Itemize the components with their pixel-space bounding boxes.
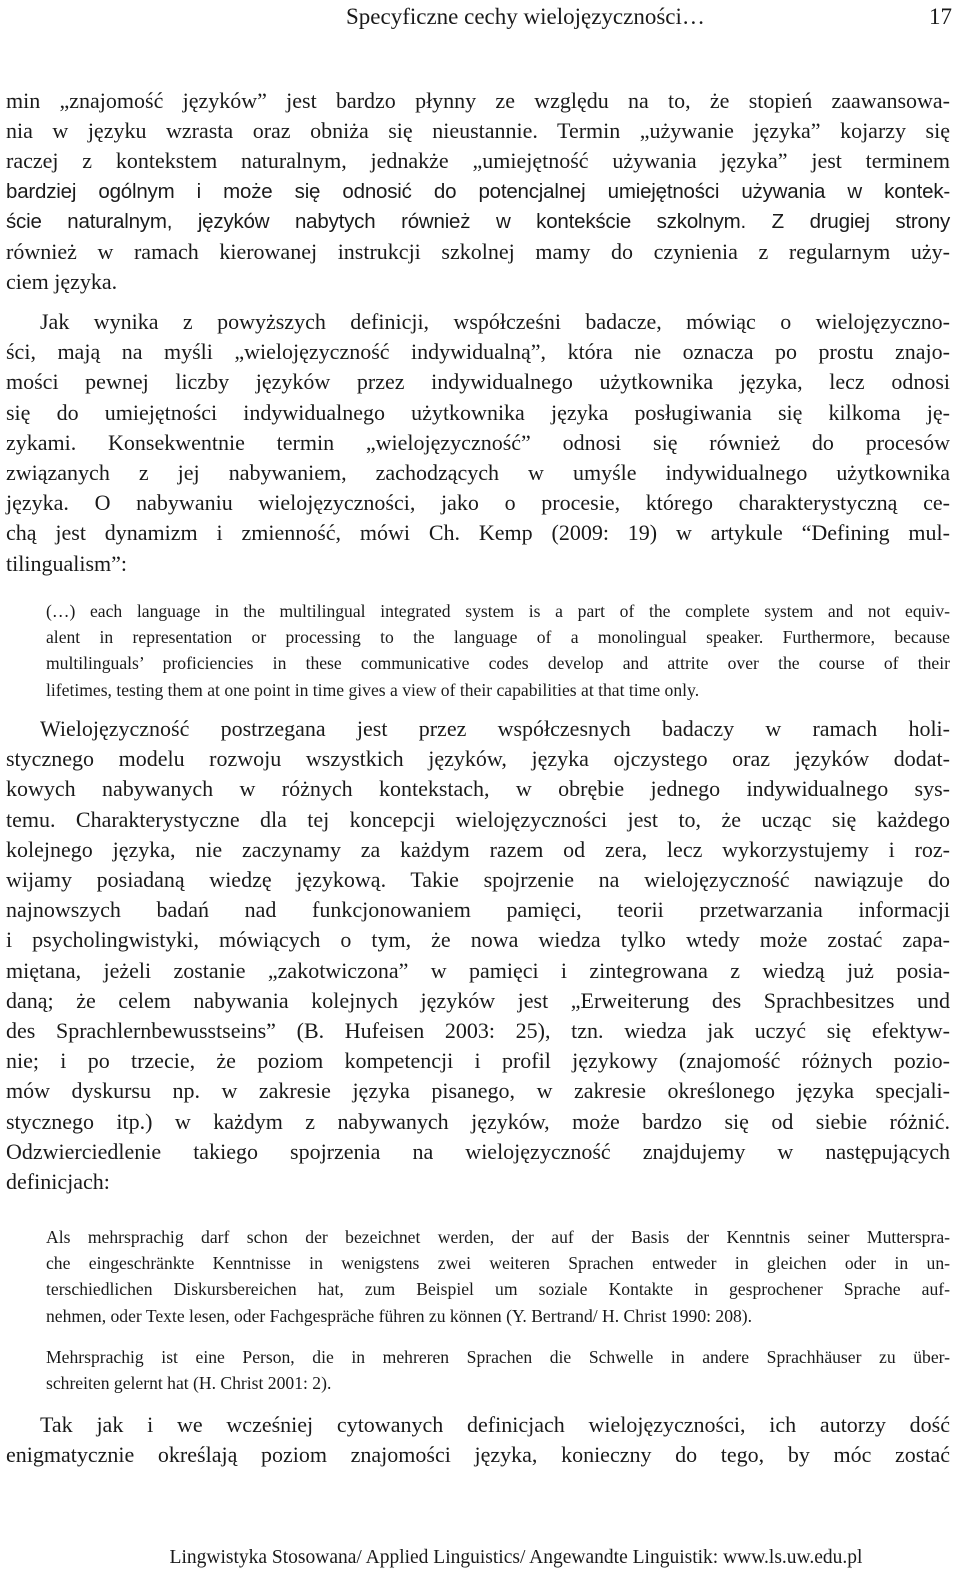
- running-title: Specyficzne cechy wielojęzyczności…: [346, 4, 705, 29]
- paragraph-line: kolejnego języka, nie zaczynamy za każdym razem od zera, lecz wykorzystujemy i roz-: [6, 836, 950, 862]
- paragraph-line: Odzwierciedlenie takiego spojrzenia na wielojęzyczność znajdujemy w następujących: [6, 1138, 950, 1164]
- page-footer: [0, 1544, 960, 1572]
- quote-line: nehmen, oder Texte lesen, oder Fachgespräche führen zu können (Y. Bertrand/ H. Christ 1990: 208).: [46, 1305, 753, 1326]
- paragraph-line: i psycholingwistyki, mówiących o tym, że nowa wiedza tylko wtedy może zostać zapa-: [6, 927, 950, 953]
- quote-line: terschiedlichen Diskursbereichen hat, zum Beispiel um soziale Kontakte in gesprochener Sprache auf-: [46, 1279, 950, 1300]
- paragraph-line: się do umiejętności indywidualnego użytkownika języka posługiwania się kilkoma ję-: [6, 399, 950, 425]
- footer-text: Lingwistyka Stosowana/ Applied Linguistics/ Angewandte Linguistik: www.ls.uw.edu.pl: [169, 1547, 863, 1568]
- paragraph-line: stycznego itp.) w każdym z nabywanych języków, może bardzo się od siebie różnić.: [6, 1108, 950, 1134]
- paragraph-2: [6, 307, 950, 579]
- paragraph-line: nia w języku wzrasta oraz obniża się nieustannie. Termin „używanie języka” kojarzy się: [6, 118, 950, 144]
- paragraph-3: [6, 714, 950, 1197]
- paragraph-line: ście naturalnym, języków nabytych również w kontekście szkolnym. Z drugiej strony: [6, 209, 950, 233]
- paragraph-line: stycznego modelu rozwoju wszystkich języków, języka ojczystego oraz języków dodat-: [6, 746, 950, 772]
- quote-line: lifetimes, testing them at one point in time gives a view of their capabilities at that time only.: [46, 679, 700, 700]
- paragraph-line: mości pewnej liczby języków przez indywidualnego użytkownika języka, lecz odnosi: [6, 369, 950, 395]
- quote-line: (…) each language in the multilingual integrated system is a part of the complete system and not equiv-: [46, 601, 950, 621]
- paragraph-line: daną; że celem nabywania kolejnych języków jest „Erweiterung des Sprachbesitzes und: [6, 987, 950, 1013]
- running-header: [346, 2, 952, 32]
- paragraph-line: enigmatycznie określają poziom znajomości języka, konieczny do tego, by móc zostać: [6, 1442, 950, 1468]
- paragraph-line: definicjach:: [6, 1169, 110, 1195]
- paragraph-line: miętana, jeżeli zostanie „zakotwiczona” w pamięci i zintegrowana z wiedzą już posia-: [6, 957, 950, 983]
- paragraph-line: związanych z jej nabywaniem, zachodzących w umyśle indywidualnego użytkownika: [6, 460, 950, 486]
- paragraph-line: des Sprachlernbewusstseins” (B. Hufeisen 2003: 25), tzn. wiedza jak uczyć się efektyw-: [6, 1018, 950, 1044]
- paragraph-line: Jak wynika z powyższych definicji, współcześni badacze, mówiąc o wielojęzyczno-: [40, 309, 950, 334]
- paragraph-line: Tak jak i we wcześniej cytowanych definicjach wielojęzyczności, ich autorzy dość: [40, 1412, 950, 1437]
- paragraph-line: mów dyskursu np. w zakresie języka pisanego, w zakresie określonego języka specjali-: [6, 1078, 950, 1104]
- paragraph-line: języka. O nabywaniu wielojęzyczności, jako o procesie, którego charakterystyczną ce-: [6, 490, 950, 516]
- page-number: 17: [929, 4, 952, 29]
- block-quote-2: [46, 1224, 950, 1329]
- paragraph-line: raczej z kontekstem naturalnym, jednakże „umiejętność używania języka” jest terminem: [6, 148, 950, 174]
- quote-line: schreiten gelernt hat (H. Christ 2001: 2).: [46, 1373, 332, 1394]
- quote-line: che eingeschränkte Kenntnisse in wenigstens zwei weiteren Sprachen entweder in gleichen oder in un-: [46, 1253, 950, 1274]
- paragraph-line: chą jest dynamizm i zmienność, mówi Ch. Kemp (2009: 19) w artykule “Defining mul-: [6, 520, 950, 546]
- paragraph-line: kowych nabywanych w różnych kontekstach, w obrębie jednego indywidualnego sys-: [6, 776, 950, 802]
- paragraph-line: najnowszych badań nad funkcjonowaniem pamięci, teorii przetwarzania informacji: [6, 897, 950, 923]
- block-quote-3: [46, 1344, 950, 1396]
- quote-line: multilinguals’ proficiencies in these communicative codes develop and attrite over the course of their: [46, 653, 950, 674]
- paragraph-line: Wielojęzyczność postrzegana jest przez współczesnych badaczy w ramach holi-: [40, 716, 950, 741]
- quote-line: Als mehrsprachig darf schon der bezeichnet werden, der auf der Basis der Kenntnis seiner Mutterspra-: [46, 1227, 950, 1247]
- paragraph-1: [6, 86, 950, 297]
- quote-line: alent in representation or processing to the language of a monolingual speaker. Furthermore, because: [46, 627, 950, 648]
- paragraph-line: zykami. Konsekwentnie termin „wielojęzyczność” odnosi się również do procesów: [6, 429, 950, 455]
- paragraph-line: nie; i po trzecie, że poziom kompetencji i profil językowy (znajomość różnych pozio-: [6, 1048, 950, 1074]
- block-quote-1: [46, 598, 950, 703]
- paragraph-4: [6, 1410, 950, 1470]
- quote-line: Mehrsprachig ist eine Person, die in mehreren Sprachen die Schwelle in andere Sprachhäuser zu über-: [46, 1347, 950, 1367]
- paragraph-line: ciem języka.: [6, 269, 118, 295]
- paragraph-line: również w ramach kierowanej instrukcji szkolnej mamy do czynienia z regularnym uży-: [6, 239, 950, 265]
- paragraph-line: min „znajomość języków” jest bardzo płynny ze względu na to, że stopień zaawansowa-: [6, 88, 950, 113]
- paragraph-line: temu. Charakterystyczne dla tej koncepcji wielojęzyczności jest to, że ucząc się każdego: [6, 806, 950, 832]
- paragraph-line: tilingualism”:: [6, 550, 127, 576]
- paragraph-line: bardziej ogólnym i może się odnosić do potencjalnej umiejętności używania w kontek-: [6, 179, 950, 203]
- paragraph-line: ści, mają na myśli „wielojęzyczność indywidualną”, która nie oznacza po prostu znajo-: [6, 339, 950, 365]
- paragraph-line: wijamy posiadaną wiedzę językową. Takie spojrzenie na wielojęzyczność nawiązuje do: [6, 867, 950, 893]
